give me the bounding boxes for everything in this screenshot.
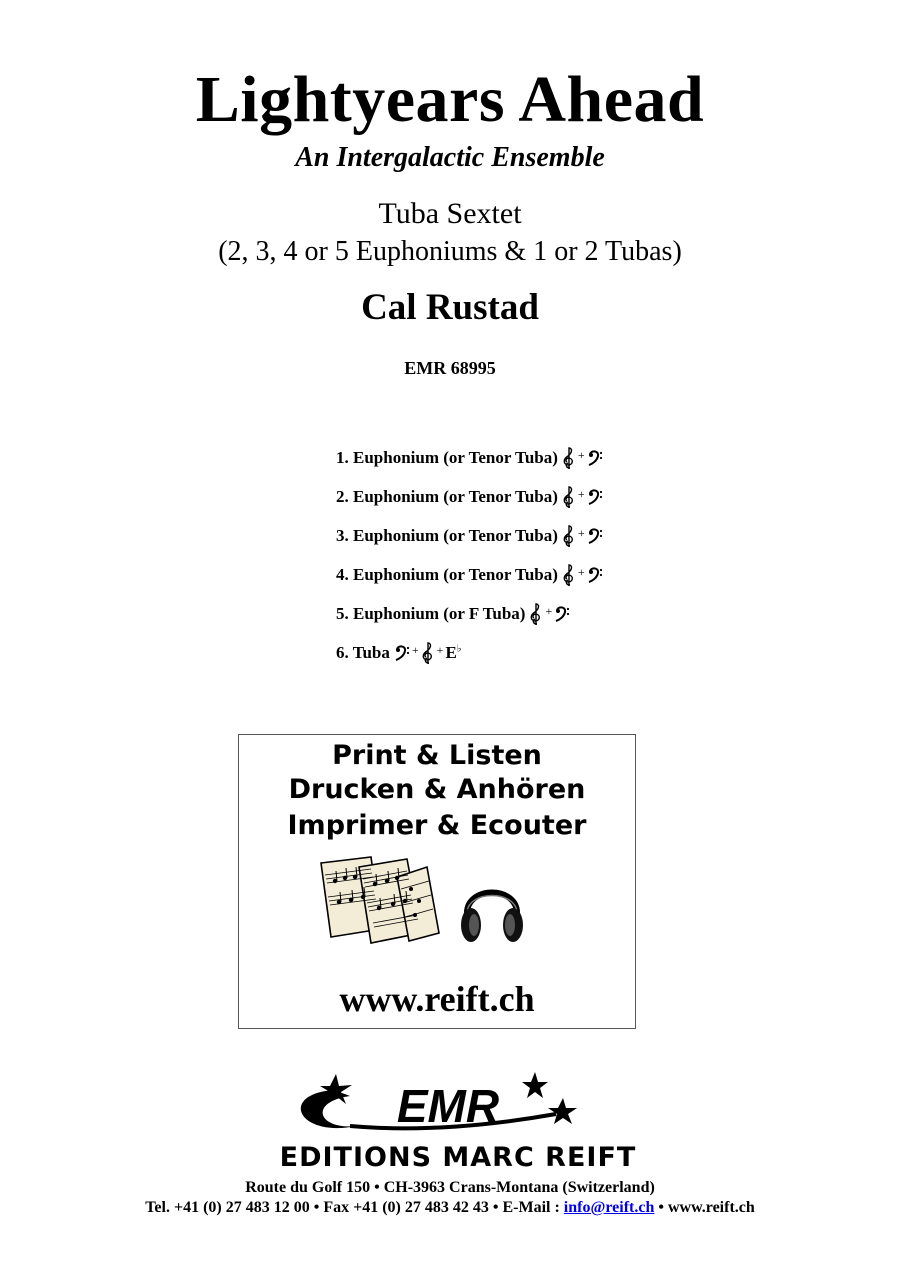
- bass-clef-icon: [587, 488, 603, 506]
- emr-logo: [238, 1068, 678, 1174]
- plus-sign: +: [577, 448, 585, 462]
- treble-clef-icon: [562, 485, 576, 509]
- part-item: [336, 516, 756, 555]
- part-label: 6. Tuba: [336, 642, 390, 662]
- catalog-number: EMR 68995: [404, 358, 496, 378]
- piece-title: Lightyears Ahead: [195, 63, 705, 136]
- promo-line-de: Drucken & Anhören: [288, 774, 586, 805]
- scoring: Tuba Sextet: [378, 197, 522, 230]
- bass-clef-icon: [394, 644, 410, 662]
- sheet-music-icon: [313, 855, 445, 947]
- promo-line-en: Print & Listen: [332, 740, 542, 771]
- part-label: 3. Euphonium (or Tenor Tuba): [336, 525, 558, 545]
- part-label: 5. Euphonium (or F Tuba): [336, 603, 526, 623]
- email-link[interactable]: info@reift.ch: [563, 1199, 655, 1216]
- promo-url[interactable]: www.reift.ch: [339, 979, 535, 1019]
- treble-clef-icon: [562, 524, 576, 548]
- clef-group: [394, 641, 462, 665]
- parts-list: [336, 438, 756, 672]
- part-item: [336, 438, 756, 477]
- print-and-listen-box[interactable]: [238, 734, 636, 1029]
- part-item: [336, 594, 756, 633]
- clef-group: [562, 524, 603, 548]
- publisher-contact: [0, 1198, 900, 1218]
- website-text: • www.reift.ch: [654, 1199, 755, 1216]
- plus-sign: +: [411, 643, 419, 657]
- plus-sign: +: [577, 487, 585, 501]
- clef-group: [562, 485, 603, 509]
- treble-clef-icon: [562, 446, 576, 470]
- plus-sign: +: [577, 565, 585, 579]
- plus-sign: +: [545, 604, 553, 618]
- plus-sign: +: [436, 643, 444, 657]
- e-flat-label: E♭: [445, 642, 462, 662]
- clef-group: [529, 602, 570, 626]
- part-label: 4. Euphonium (or Tenor Tuba): [336, 564, 558, 584]
- publisher-name: EDITIONS MARC REIFT: [279, 1142, 637, 1173]
- piece-subtitle: An Intergalactic Ensemble: [295, 142, 605, 173]
- bass-clef-icon: [587, 566, 603, 584]
- part-item: [336, 477, 756, 516]
- contact-text: Tel. +41 (0) 27 483 12 00 • Fax +41 (0) 27 483 42 43 • E-Mail :: [145, 1199, 564, 1216]
- treble-clef-icon: [562, 563, 576, 587]
- clef-group: [562, 446, 603, 470]
- headphones-icon: [457, 871, 527, 949]
- instrumentation: (2, 3, 4 or 5 Euphoniums & 1 or 2 Tubas): [218, 236, 682, 267]
- part-item: [336, 633, 756, 672]
- logo-emr-text: EMR: [396, 1080, 500, 1132]
- part-label: 2. Euphonium (or Tenor Tuba): [336, 486, 558, 506]
- bass-clef-icon: [554, 605, 570, 623]
- plus-sign: +: [577, 526, 585, 540]
- part-item: [336, 555, 756, 594]
- publisher-address: Route du Golf 150 • CH-3963 Crans-Montana (Switzerland): [245, 1179, 655, 1196]
- treble-clef-icon: [529, 602, 543, 626]
- bass-clef-icon: [587, 449, 603, 467]
- composer: Cal Rustad: [361, 287, 539, 328]
- part-label: 1. Euphonium (or Tenor Tuba): [336, 447, 558, 467]
- bass-clef-icon: [587, 527, 603, 545]
- promo-line-fr: Imprimer & Ecouter: [287, 810, 587, 841]
- treble-clef-icon: [421, 641, 435, 665]
- clef-group: [562, 563, 603, 587]
